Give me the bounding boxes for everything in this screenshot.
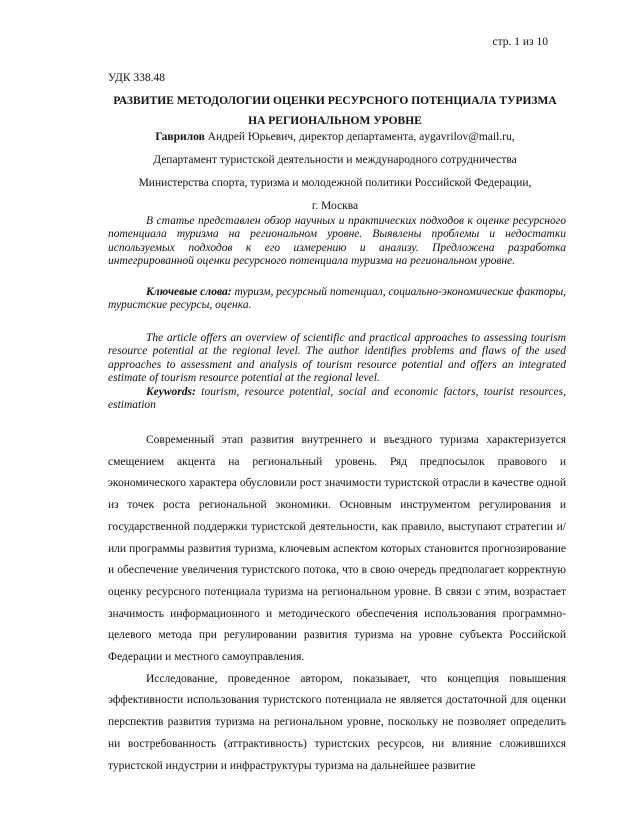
author-details: Андрей Юрьевич, директор департамента, aygavrilov@mail.ru,	[204, 131, 515, 143]
author-block	[100, 126, 570, 218]
keywords-english	[108, 386, 566, 413]
body-paragraph-2: Исследование, проведенное автором, показывает, что концепция повышения эффективности использования туристского потенциала не является достаточной для оценки перспектив развития туризма на региональном уровне, поскольку не позволяет определить ни востребованность (аттрактивность) туристских ресурсов, ни влияние сложившихся туристской индустрии и инфраструктуры туризма на дальнейшее развитие	[108, 672, 566, 772]
body-paragraph-1: Современный этап развития внутреннего и въездного туризма характеризуется смещением акцента на региональный уровень. Ряд предпосылок правового и экономического характера обусловили рост значимости туристской отрасли в качестве одной из точек роста региональной экономики. Основным инструментом регулирования и государственной поддержки туристской деятельности, как правило, выступают стратегии и/или программы развития туризма, ключевым аспектом которых становится прогнозирование и обеспечение увеличения туристского потока, что в свою очередь предполагает корректную оценку ресурсного потенциала туризма на региональном уровне. В связи с этим, возрастает значимость информационного и методического обеспечения использования программно-целевого метода при регулировании развития туризма на уровне субъекта Российской Федерации и местного самоуправления.	[108, 434, 566, 664]
author-line	[100, 126, 570, 149]
abstract-russian: В статье представлен обзор научных и практических подходов к оценке ресурсного потенциала туризма на региональном уровне. Выявлены проблемы и недостатки используемых подходов к его измерению и анализу. Предложена разработка интегрированной оценки ресурсного потенциала туризма на региональном уровне.	[108, 215, 566, 268]
page-number: стр. 1 из 10	[492, 36, 548, 48]
udk-code: УДК 338.48	[108, 72, 165, 84]
title-line-2: НА РЕГИОНАЛЬНОМ УРОВНЕ	[248, 115, 422, 127]
keywords-label-russian: Ключевые слова:	[146, 286, 232, 298]
article-title	[100, 91, 570, 131]
author-city: г. Москва	[311, 200, 359, 212]
keywords-list-russian: туризм, ресурсный потенциал, социально-экономические факторы, туристские ресурсы, оценка.	[108, 286, 567, 312]
title-line-1: РАЗВИТИЕ МЕТОДОЛОГИИ ОЦЕНКИ РЕСУРСНОГО ПОТЕНЦИАЛА ТУРИЗМА	[113, 95, 557, 107]
author-ministry: Министерства спорта, туризма и молодежной политики Российской Федерации,	[138, 177, 532, 189]
abstract-english: The article offers an overview of scientific and practical approaches to assessing tourism resource potential at the regional level. The author identifies problems and flaws of the used approaches to assessment and analysis of tourism resource potential and offers an integrated estimate of tourism resource potential at the regional level.	[108, 332, 566, 385]
keywords-russian	[108, 286, 566, 313]
article-body	[108, 430, 566, 777]
author-surname: Гаврилов	[155, 131, 205, 143]
keywords-label-english: Keywords:	[146, 386, 196, 398]
keywords-list-english: tourism, resource potential, social and economic factors, tourist resources, estimation	[108, 386, 566, 412]
author-department: Департамент туристской деятельности и международного сотрудничества	[153, 154, 517, 166]
